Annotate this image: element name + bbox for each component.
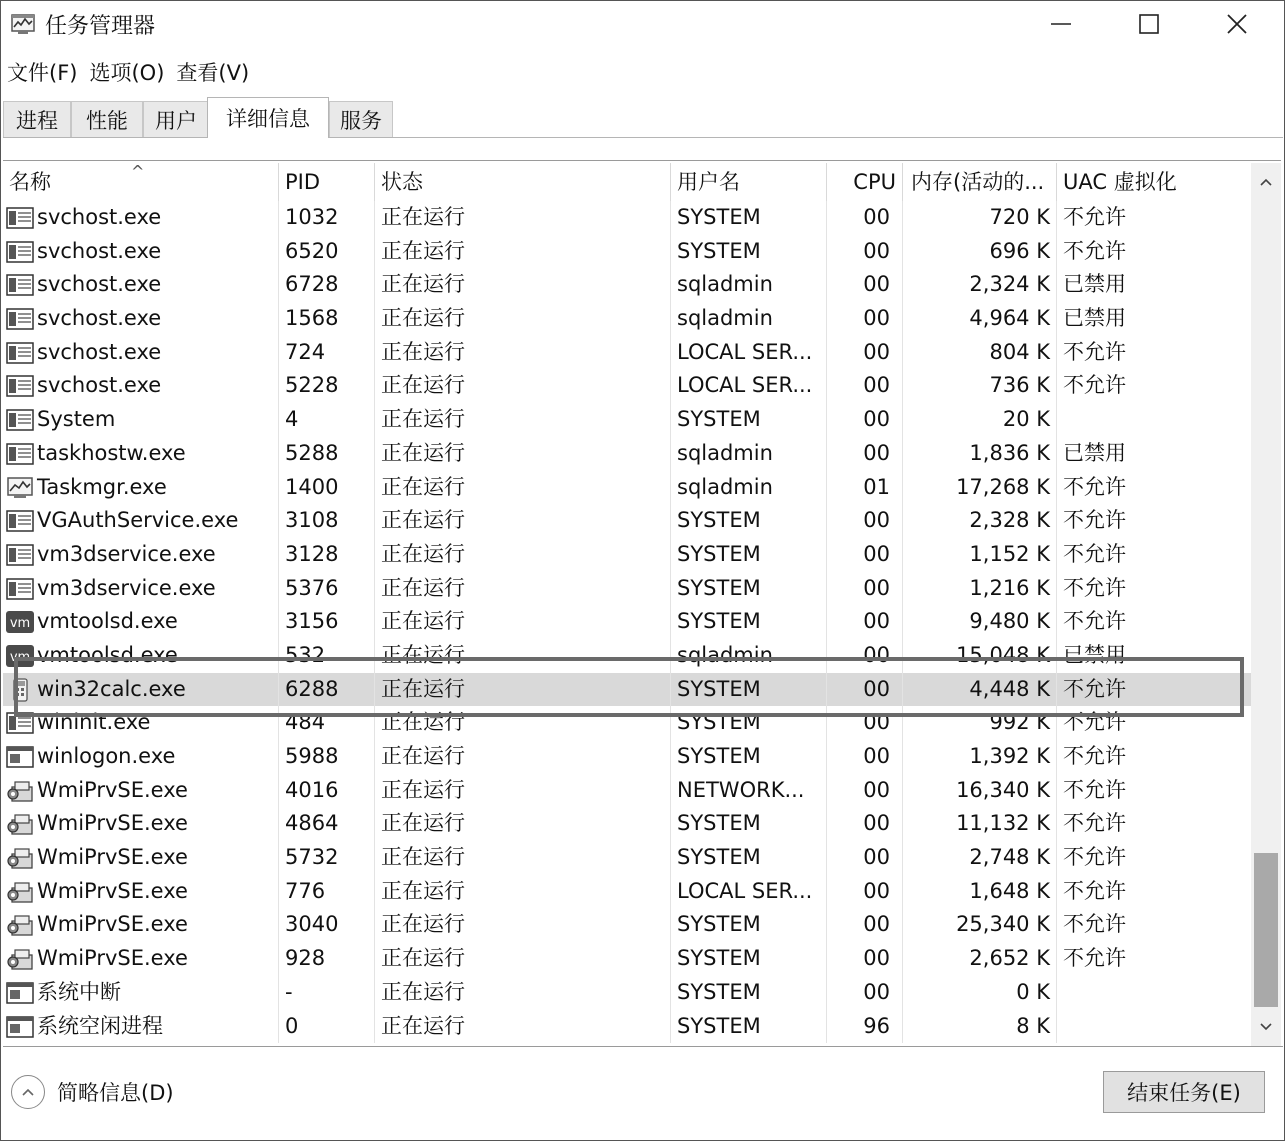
uac-cell: 不允许 <box>1063 710 1126 735</box>
user-cell: sqladmin <box>671 471 827 505</box>
user-cell: sqladmin <box>671 437 827 471</box>
pid-cell: 3128 <box>279 538 375 572</box>
svg-text:vm: vm <box>9 649 31 665</box>
service-icon <box>6 543 34 567</box>
table-row[interactable] <box>3 908 1251 942</box>
user-cell: SYSTEM <box>671 572 827 606</box>
table-row[interactable] <box>3 437 1251 471</box>
tab-bar <box>3 97 1284 139</box>
status-cell: 正在运行 <box>375 1010 671 1044</box>
process-name-cell <box>3 841 279 875</box>
calculator-icon <box>6 678 34 702</box>
user-cell: sqladmin <box>671 639 827 673</box>
table-row[interactable] <box>3 774 1251 808</box>
user-cell: SYSTEM <box>671 1010 827 1044</box>
uac-cell: 不允许 <box>1063 508 1126 533</box>
user-cell: SYSTEM <box>671 605 827 639</box>
uac-cell: 不允许 <box>1063 339 1126 364</box>
process-name-cell <box>3 605 279 639</box>
cpu-cell: 00 <box>827 572 903 606</box>
table-row[interactable] <box>3 369 1251 403</box>
minimize-icon <box>1050 13 1072 35</box>
user-cell: LOCAL SER... <box>671 336 827 370</box>
pid-cell: 776 <box>279 875 375 909</box>
tab-baseline <box>3 137 1283 138</box>
process-name: Taskmgr.exe <box>37 474 167 499</box>
wmi-icon <box>6 846 34 870</box>
pid-cell: 3108 <box>279 504 375 538</box>
service-icon <box>6 711 34 735</box>
memory-cell: 2,652 K <box>903 942 1057 976</box>
pid-cell: 532 <box>279 639 375 673</box>
process-name-cell <box>3 538 279 572</box>
uac-cell <box>1057 403 1251 437</box>
service-icon <box>6 307 34 331</box>
tab-processes[interactable]: 进程 <box>3 101 71 137</box>
process-name-cell <box>3 437 279 471</box>
tab-content-top <box>3 140 1281 161</box>
memory-cell: 2,748 K <box>903 841 1057 875</box>
uac-cell: 不允许 <box>1063 946 1126 971</box>
service-icon <box>6 341 34 365</box>
process-name-cell <box>3 572 279 606</box>
table-header <box>3 163 1251 201</box>
vm-icon <box>6 644 34 668</box>
status-cell: 正在运行 <box>375 403 671 437</box>
wmi-icon <box>6 947 34 971</box>
window-icon <box>6 1015 34 1039</box>
status-cell: 正在运行 <box>375 673 671 707</box>
menu-bar <box>1 53 255 87</box>
process-name-cell <box>3 875 279 909</box>
pid-cell: - <box>279 976 375 1010</box>
pid-cell: 928 <box>279 942 375 976</box>
cpu-cell: 00 <box>827 235 903 269</box>
process-name: vmtoolsd.exe <box>37 642 178 667</box>
user-cell: SYSTEM <box>671 740 827 774</box>
process-name: WmiPrvSE.exe <box>37 912 188 937</box>
uac-cell: 已禁用 <box>1063 272 1126 297</box>
pid-cell: 5988 <box>279 740 375 774</box>
process-name: svchost.exe <box>37 306 162 331</box>
status-cell: 正在运行 <box>375 605 671 639</box>
service-icon <box>6 206 34 230</box>
user-cell: SYSTEM <box>671 201 827 235</box>
status-cell: 正在运行 <box>375 572 671 606</box>
memory-cell: 4,448 K <box>903 673 1057 707</box>
process-name: svchost.exe <box>37 272 162 297</box>
process-name: svchost.exe <box>37 339 162 364</box>
column-header-user[interactable]: 用户名 <box>671 163 827 201</box>
pid-cell: 5288 <box>279 437 375 471</box>
status-cell: 正在运行 <box>375 841 671 875</box>
service-icon <box>6 374 34 398</box>
cpu-cell: 00 <box>827 942 903 976</box>
tab-users[interactable]: 用户 <box>143 101 209 137</box>
process-name-cell <box>3 673 279 707</box>
column-name-label: 名称 <box>9 170 51 194</box>
process-name: svchost.exe <box>37 373 162 398</box>
cpu-cell: 00 <box>827 740 903 774</box>
table-row[interactable] <box>3 572 1251 606</box>
table-row[interactable] <box>3 1010 1251 1044</box>
scroll-up-button[interactable] <box>1251 167 1281 197</box>
memory-cell: 992 K <box>903 706 1057 740</box>
process-table <box>3 163 1251 1046</box>
chevron-up-circle-icon <box>11 1075 45 1109</box>
memory-cell: 16,340 K <box>903 774 1057 808</box>
cpu-cell: 00 <box>827 976 903 1010</box>
status-cell: 正在运行 <box>375 437 671 471</box>
process-name-cell <box>3 774 279 808</box>
menu-file[interactable]: 文件(F) <box>7 61 78 85</box>
tab-services[interactable]: 服务 <box>329 101 393 137</box>
table-row[interactable] <box>3 605 1251 639</box>
process-name-cell <box>3 268 279 302</box>
user-cell: sqladmin <box>671 268 827 302</box>
user-cell: SYSTEM <box>671 538 827 572</box>
process-name-cell <box>3 639 279 673</box>
uac-cell: 不允许 <box>1063 777 1126 802</box>
table-row[interactable] <box>3 841 1251 875</box>
cpu-cell: 00 <box>827 201 903 235</box>
vertical-scrollbar[interactable] <box>1251 163 1281 1046</box>
uac-cell: 不允许 <box>1063 575 1126 600</box>
table-body <box>3 201 1251 1043</box>
memory-cell: 25,340 K <box>903 908 1057 942</box>
table-row[interactable] <box>3 403 1251 437</box>
cpu-cell: 00 <box>827 605 903 639</box>
process-name-cell <box>3 336 279 370</box>
uac-cell: 已禁用 <box>1063 440 1126 465</box>
pid-cell: 5732 <box>279 841 375 875</box>
uac-cell: 已禁用 <box>1063 642 1126 667</box>
window-icon <box>6 745 34 769</box>
menu-view[interactable]: 查看(V) <box>176 61 250 85</box>
footer <box>1 1047 1284 1140</box>
process-name: svchost.exe <box>37 205 162 229</box>
uac-cell: 不允许 <box>1063 474 1126 499</box>
cpu-cell: 00 <box>827 807 903 841</box>
pid-cell: 1400 <box>279 471 375 505</box>
uac-cell: 不允许 <box>1063 912 1126 937</box>
uac-cell <box>1057 976 1251 1010</box>
service-icon <box>6 577 34 601</box>
column-header-cpu[interactable]: CPU <box>827 163 903 201</box>
wmi-icon <box>6 812 34 836</box>
memory-cell: 1,392 K <box>903 740 1057 774</box>
tab-details[interactable]: 详细信息 <box>207 97 329 138</box>
process-name-cell <box>3 504 279 538</box>
status-cell: 正在运行 <box>375 336 671 370</box>
table-row[interactable] <box>3 471 1251 505</box>
process-name: VGAuthService.exe <box>37 508 239 533</box>
table-row[interactable] <box>3 706 1251 740</box>
uac-cell: 不允许 <box>1063 744 1126 768</box>
user-cell: SYSTEM <box>671 235 827 269</box>
maximize-button[interactable] <box>1105 1 1193 47</box>
process-name: 系统空闲进程 <box>37 1013 163 1038</box>
wmi-icon <box>6 880 34 904</box>
process-name-cell <box>3 201 279 235</box>
chevron-up-icon <box>1259 177 1273 187</box>
cpu-cell: 00 <box>827 706 903 740</box>
memory-cell: 15,048 K <box>903 639 1057 673</box>
column-header-status[interactable]: 状态 <box>375 163 671 201</box>
wmi-icon <box>6 779 34 803</box>
status-cell: 正在运行 <box>375 706 671 740</box>
table-row[interactable] <box>3 302 1251 336</box>
memory-cell: 720 K <box>903 201 1057 235</box>
process-name-cell <box>3 942 279 976</box>
cpu-cell: 00 <box>827 268 903 302</box>
pid-cell: 4 <box>279 403 375 437</box>
process-name-cell <box>3 740 279 774</box>
table-row[interactable] <box>3 976 1251 1010</box>
user-cell: SYSTEM <box>671 807 827 841</box>
table-row[interactable] <box>3 504 1251 538</box>
status-cell: 正在运行 <box>375 639 671 673</box>
pid-cell: 6520 <box>279 235 375 269</box>
process-name-cell <box>3 471 279 505</box>
memory-cell: 4,964 K <box>903 302 1057 336</box>
cpu-cell: 00 <box>827 673 903 707</box>
uac-cell: 不允许 <box>1063 676 1126 701</box>
process-name-cell <box>3 235 279 269</box>
vm-icon <box>6 610 34 634</box>
status-cell: 正在运行 <box>375 471 671 505</box>
cpu-cell: 00 <box>827 336 903 370</box>
column-header-pid[interactable]: PID <box>279 163 375 201</box>
pid-cell: 1568 <box>279 302 375 336</box>
column-header-uac[interactable]: UAC 虚拟化 <box>1063 170 1177 194</box>
cpu-cell: 00 <box>827 908 903 942</box>
wmi-icon <box>6 913 34 937</box>
status-cell: 正在运行 <box>375 504 671 538</box>
user-cell: SYSTEM <box>671 908 827 942</box>
uac-cell: 不允许 <box>1063 205 1126 229</box>
memory-cell: 1,836 K <box>903 437 1057 471</box>
pid-cell: 3040 <box>279 908 375 942</box>
memory-cell: 2,328 K <box>903 504 1057 538</box>
process-name: vmtoolsd.exe <box>37 609 178 634</box>
task-manager-icon <box>6 476 34 500</box>
window-title: 任务管理器 <box>45 14 156 39</box>
maximize-icon <box>1138 13 1160 35</box>
status-cell: 正在运行 <box>375 740 671 774</box>
service-icon <box>6 442 34 466</box>
process-name: WmiPrvSE.exe <box>37 845 188 870</box>
process-name: WmiPrvSE.exe <box>37 946 188 971</box>
status-cell: 正在运行 <box>375 302 671 336</box>
uac-cell: 不允许 <box>1063 373 1126 398</box>
uac-cell: 不允许 <box>1063 878 1126 903</box>
table-row[interactable] <box>3 639 1251 673</box>
table-row[interactable] <box>3 235 1251 269</box>
status-cell: 正在运行 <box>375 976 671 1010</box>
status-cell: 正在运行 <box>375 908 671 942</box>
cpu-cell: 00 <box>827 538 903 572</box>
column-header-name[interactable] <box>3 163 279 201</box>
cpu-cell: 00 <box>827 403 903 437</box>
cpu-cell: 00 <box>827 302 903 336</box>
uac-cell: 不允许 <box>1063 845 1126 870</box>
process-name: WmiPrvSE.exe <box>37 777 188 802</box>
tab-performance[interactable]: 性能 <box>71 101 143 137</box>
user-cell: SYSTEM <box>671 403 827 437</box>
table-row[interactable] <box>3 268 1251 302</box>
cpu-cell: 01 <box>827 471 903 505</box>
status-cell: 正在运行 <box>375 235 671 269</box>
table-row[interactable] <box>3 807 1251 841</box>
chevron-down-icon <box>1259 1022 1273 1032</box>
user-cell: sqladmin <box>671 302 827 336</box>
title-bar <box>1 1 1284 49</box>
process-name: vm3dservice.exe <box>37 575 216 600</box>
cpu-cell: 00 <box>827 875 903 909</box>
cpu-cell: 00 <box>827 369 903 403</box>
status-cell: 正在运行 <box>375 807 671 841</box>
status-cell: 正在运行 <box>375 538 671 572</box>
task-manager-icon <box>11 13 37 35</box>
memory-cell: 20 K <box>903 403 1057 437</box>
service-icon <box>6 408 34 432</box>
user-cell: SYSTEM <box>671 841 827 875</box>
close-button[interactable] <box>1193 1 1281 47</box>
memory-cell: 8 K <box>903 1010 1057 1044</box>
process-name: 系统中断 <box>37 979 121 1004</box>
table-row[interactable] <box>3 336 1251 370</box>
process-name: win32calc.exe <box>37 676 186 701</box>
status-cell: 正在运行 <box>375 268 671 302</box>
minimize-button[interactable] <box>1017 1 1105 47</box>
memory-cell: 0 K <box>903 976 1057 1010</box>
pid-cell: 724 <box>279 336 375 370</box>
uac-cell: 已禁用 <box>1063 306 1126 331</box>
status-cell: 正在运行 <box>375 942 671 976</box>
memory-cell: 1,216 K <box>903 572 1057 606</box>
process-name-cell <box>3 807 279 841</box>
process-name: WmiPrvSE.exe <box>37 878 188 903</box>
process-name-cell <box>3 403 279 437</box>
cpu-cell: 00 <box>827 504 903 538</box>
memory-cell: 804 K <box>903 336 1057 370</box>
cpu-cell: 00 <box>827 639 903 673</box>
user-cell: SYSTEM <box>671 504 827 538</box>
user-cell: SYSTEM <box>671 706 827 740</box>
pid-cell: 6728 <box>279 268 375 302</box>
memory-cell: 9,480 K <box>903 605 1057 639</box>
pid-cell: 484 <box>279 706 375 740</box>
uac-cell: 不允许 <box>1063 541 1126 566</box>
user-cell: LOCAL SER... <box>671 369 827 403</box>
process-name-cell <box>3 706 279 740</box>
user-cell: SYSTEM <box>671 942 827 976</box>
process-name: vm3dservice.exe <box>37 541 216 566</box>
process-name-cell <box>3 302 279 336</box>
sort-ascending-icon: ^ <box>131 163 145 181</box>
memory-cell: 17,268 K <box>903 471 1057 505</box>
memory-cell: 11,132 K <box>903 807 1057 841</box>
status-cell: 正在运行 <box>375 774 671 808</box>
process-name: winlogon.exe <box>37 744 176 768</box>
uac-cell: 不允许 <box>1063 238 1126 263</box>
uac-cell: 不允许 <box>1063 609 1126 634</box>
scroll-down-button[interactable] <box>1251 1012 1281 1042</box>
cpu-cell: 00 <box>827 774 903 808</box>
column-header-memory[interactable]: 内存(活动的... <box>903 163 1057 201</box>
process-name: taskhostw.exe <box>37 440 186 465</box>
fewer-details-button[interactable] <box>11 1075 174 1109</box>
pid-cell: 0 <box>279 1010 375 1044</box>
service-icon <box>6 240 34 264</box>
process-name-cell <box>3 369 279 403</box>
pid-cell: 3156 <box>279 605 375 639</box>
table-row[interactable] <box>3 942 1251 976</box>
process-name: svchost.exe <box>37 238 162 263</box>
fewer-details-label: 简略信息(D) <box>57 1081 174 1105</box>
table-row[interactable] <box>3 740 1251 774</box>
table-row[interactable] <box>3 538 1251 572</box>
process-name: WmiPrvSE.exe <box>37 811 188 836</box>
user-cell: NETWORK... <box>671 774 827 808</box>
user-cell: SYSTEM <box>671 673 827 707</box>
cpu-cell: 00 <box>827 841 903 875</box>
pid-cell: 1032 <box>279 201 375 235</box>
uac-cell: 不允许 <box>1063 811 1126 836</box>
end-task-button[interactable]: 结束任务(E) <box>1103 1071 1265 1113</box>
memory-cell: 696 K <box>903 235 1057 269</box>
scrollbar-thumb[interactable] <box>1254 853 1278 1007</box>
pid-cell: 5228 <box>279 369 375 403</box>
memory-cell: 1,152 K <box>903 538 1057 572</box>
service-icon <box>6 509 34 533</box>
user-cell: LOCAL SER... <box>671 875 827 909</box>
pid-cell: 4016 <box>279 774 375 808</box>
memory-cell: 2,324 K <box>903 268 1057 302</box>
process-name-cell <box>3 908 279 942</box>
uac-cell <box>1057 1010 1251 1044</box>
window-icon <box>6 981 34 1005</box>
close-icon <box>1226 13 1248 35</box>
user-cell: SYSTEM <box>671 976 827 1010</box>
pid-cell: 5376 <box>279 572 375 606</box>
table-row[interactable] <box>3 673 1251 707</box>
cpu-cell: 96 <box>827 1010 903 1044</box>
status-cell: 正在运行 <box>375 201 671 235</box>
menu-options[interactable]: 选项(O) <box>89 61 165 85</box>
status-cell: 正在运行 <box>375 369 671 403</box>
memory-cell: 736 K <box>903 369 1057 403</box>
process-name-cell <box>3 976 279 1010</box>
memory-cell: 1,648 K <box>903 875 1057 909</box>
process-name-cell <box>3 1010 279 1044</box>
cpu-cell: 00 <box>827 437 903 471</box>
status-cell: 正在运行 <box>375 875 671 909</box>
process-name: wininit.exe <box>37 710 151 735</box>
pid-cell: 4864 <box>279 807 375 841</box>
table-row[interactable] <box>3 875 1251 909</box>
process-name: System <box>37 407 116 432</box>
pid-cell: 6288 <box>279 673 375 707</box>
svg-text:vm: vm <box>9 616 31 632</box>
table-row[interactable] <box>3 201 1251 235</box>
service-icon <box>6 273 34 297</box>
